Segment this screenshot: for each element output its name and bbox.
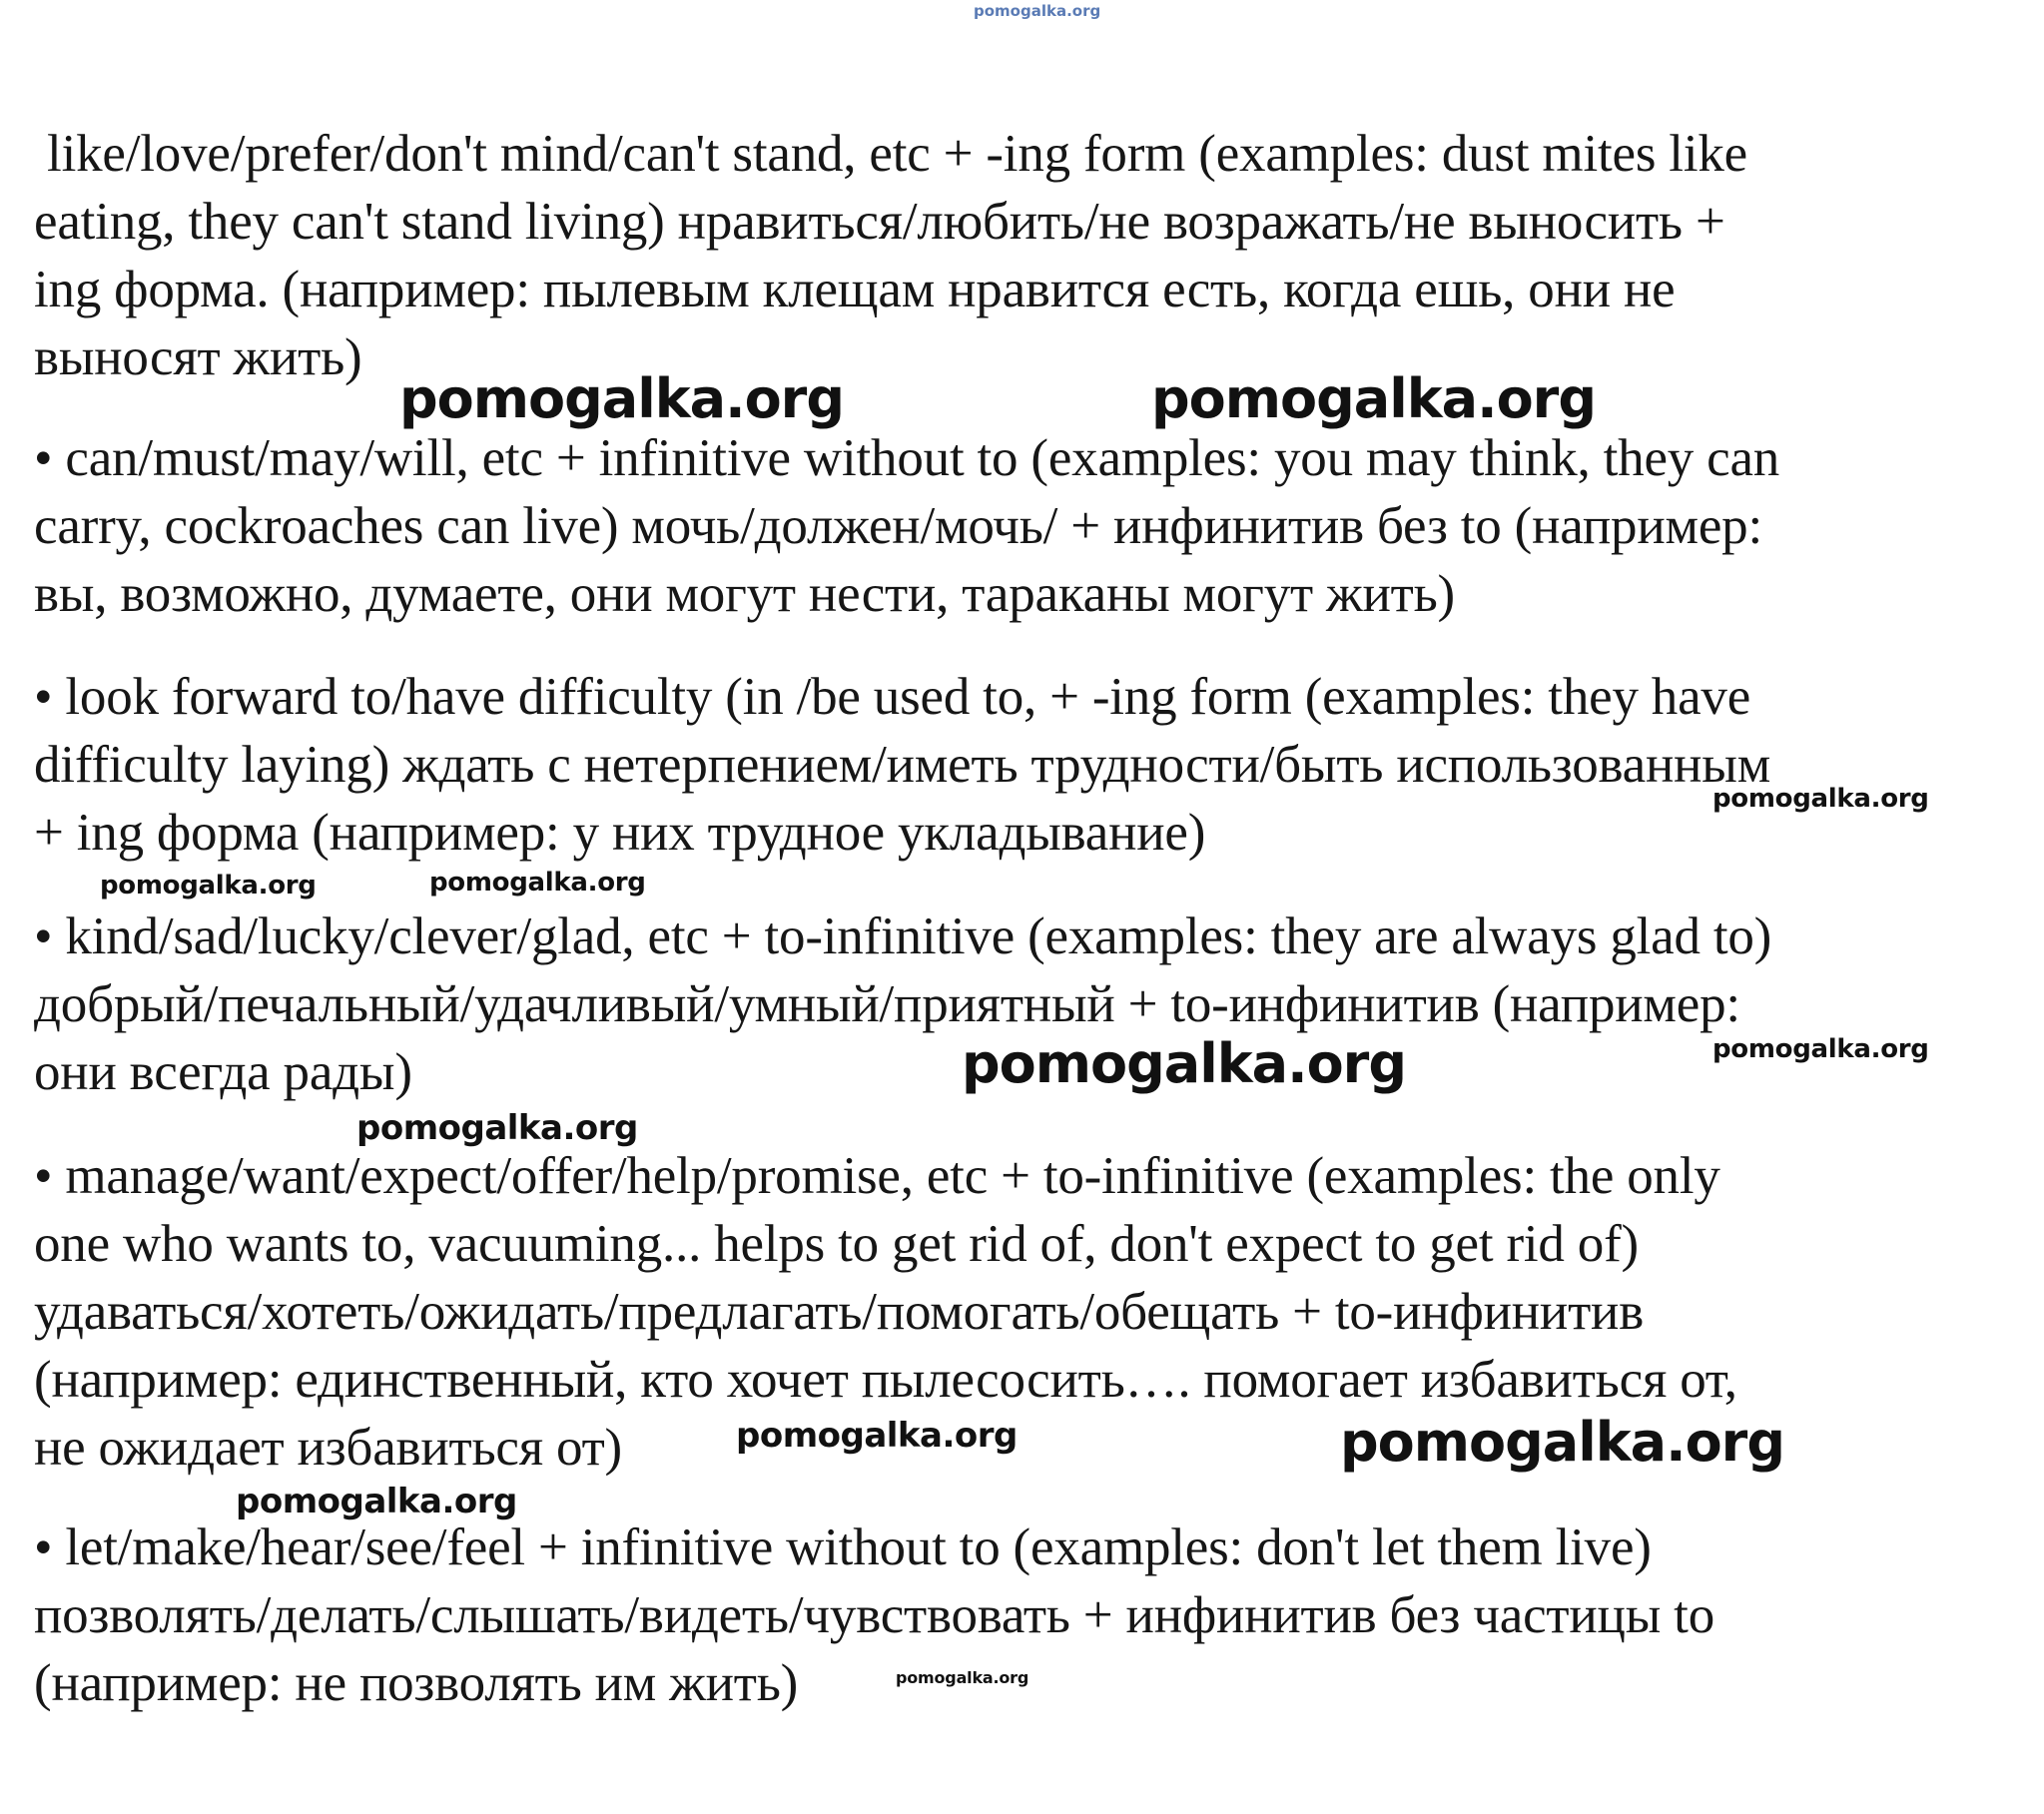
paragraph-like-love-prefer	[34, 120, 2021, 391]
text-line: • let/make/hear/see/feel + infinitive without to (examples: don't let them live)	[34, 1518, 1652, 1576]
text-line: ing форма. (например: пылевым клещам нравится есть, когда ешь, они не	[34, 261, 1676, 318]
text-line: (например: не позволять им жить)	[34, 1654, 799, 1712]
watermark: pomogalka.org	[1712, 1034, 1929, 1064]
text-line: + ing форма (например: у них трудное укладывание)	[34, 804, 1206, 862]
watermark: pomogalka.org	[962, 1032, 1406, 1095]
text-line: • kind/sad/lucky/clever/glad, etc + to-infinitive (examples: they are always glad to)	[34, 907, 1772, 965]
watermark: pomogalka.org	[1340, 1411, 1784, 1474]
text-line: не ожидает избавиться от)	[34, 1419, 622, 1477]
text-line: • manage/want/expect/offer/help/promise, etc + to-infinitive (examples: the only	[34, 1147, 1720, 1205]
watermark: pomogalka.org	[100, 871, 317, 901]
watermark: pomogalka.org	[429, 868, 646, 898]
watermark: pomogalka.org	[1151, 367, 1596, 430]
text-line: они всегда рады)	[34, 1043, 412, 1101]
watermark: pomogalka.org	[1712, 784, 1929, 814]
watermark: pomogalka.org	[896, 1668, 1029, 1687]
watermark: pomogalka.org	[736, 1416, 1018, 1456]
text-line: выносят жить)	[34, 328, 362, 386]
text-line: difficulty laying) ждать с нетерпением/иметь трудности/быть использованным	[34, 736, 1771, 794]
text-line: (например: единственный, кто хочет пылесосить…. помогает избавиться от,	[34, 1351, 1737, 1409]
text-line: eating, they can't stand living) нравиться/любить/не возражать/не выносить +	[34, 193, 1725, 251]
watermark: pomogalka.org	[399, 367, 844, 430]
text-line: позволять/делать/слышать/видеть/чувствовать + инфинитив без частицы to	[34, 1586, 1715, 1644]
text-line: вы, возможно, думаете, они могут нести, тараканы могут жить)	[34, 565, 1455, 623]
header-watermark: pomogalka.org	[974, 2, 1101, 20]
text-line: • look forward to/have difficulty (in /be used to, + -ing form (examples: they have	[34, 668, 1751, 726]
text-line: like/love/prefer/don't mind/can't stand, etc + -ing form (examples: dust mites like	[34, 125, 1747, 183]
text-line: one who wants to, vacuuming... helps to get rid of, don't expect to get rid of)	[34, 1215, 1639, 1273]
text-line: добрый/печальный/удачливый/умный/приятный + to-инфинитив (например:	[34, 975, 1740, 1033]
watermark: pomogalka.org	[356, 1108, 638, 1148]
watermark: pomogalka.org	[236, 1482, 517, 1521]
paragraph-can-must-may	[34, 424, 2021, 628]
text-line: carry, cockroaches can live) мочь/должен/мочь/ + инфинитив без to (например:	[34, 497, 1763, 555]
text-line: удаваться/хотеть/ожидать/предлагать/помогать/обещать + to-инфинитив	[34, 1283, 1645, 1341]
paragraph-look-forward	[34, 663, 2021, 867]
text-line: • can/must/may/will, etc + infinitive without to (examples: you may think, they can	[34, 429, 1780, 487]
